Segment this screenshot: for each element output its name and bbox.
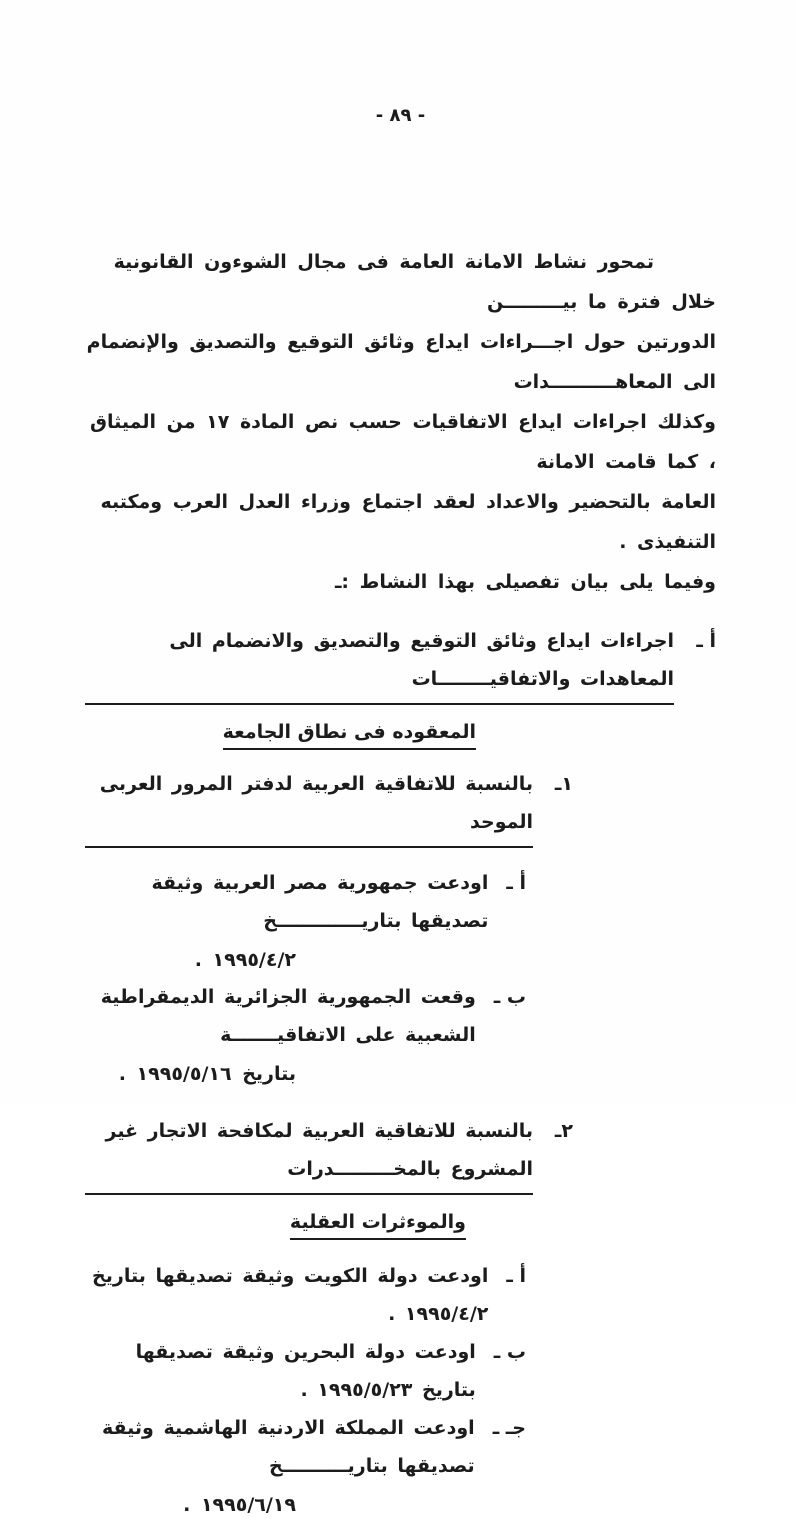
intro-line: العامة بالتحضير والاعداد لعقد اجتماع وزراء العدل العرب ومكتبه التنفيذى . bbox=[100, 491, 716, 553]
entry-text: اودعت دولة البحرين وثيقة تصديقها بتاريخ ١٩٩٥/٥/٢٣ . bbox=[135, 1341, 476, 1401]
deposit-entry bbox=[85, 1409, 526, 1523]
section-a-marker: أ ـ bbox=[696, 630, 716, 652]
section-a-title-continuation bbox=[85, 713, 476, 751]
intro-line: الدورتين حول اجـــراءات ايداع وثائق التوقيع والتصديق والإنضمام الى المعاهــــــــــدات bbox=[86, 331, 716, 393]
entry-date: ١٩٩٥/٤/٢ . bbox=[194, 949, 296, 971]
entry-date: بتاريخ ١٩٩٥/٥/١٦ . bbox=[118, 1063, 296, 1085]
entry-line bbox=[85, 1409, 526, 1485]
entry-text: اودعت جمهورية مصر العربية وثيقة تصديقها بتاريـــــــــــــخ bbox=[151, 872, 489, 932]
item-2-title: بالنسبة للاتفاقية العربية لمكافحة الاتجار غير المشروع بالمخـــــــــدرات bbox=[85, 1112, 533, 1195]
entry-marker: جـ ـ bbox=[492, 1417, 526, 1439]
entry-marker: أ ـ bbox=[506, 872, 526, 894]
intro-line: وكذلك اجراءات ايداع الاتفاقيات حسب نص المادة ١٧ من الميثاق ، كما قامت الامانة bbox=[90, 411, 716, 473]
entry-text: اودعت المملكة الاردنية الهاشمية وثيقة تصديقها بتاريــــــــــخ bbox=[101, 1417, 475, 1477]
section-a-title-continuation-text: المعقوده فى نطاق الجامعة bbox=[223, 721, 476, 750]
entry-line bbox=[85, 864, 526, 940]
intro-line: وفيما يلى بيان تفصيلى بهذا النشاط :ـ bbox=[334, 571, 716, 593]
entry-marker: ب ـ bbox=[493, 1341, 526, 1363]
section-a bbox=[85, 622, 716, 1523]
intro-line: تمحور نشاط الامانة العامة فى مجال الشوءون القانونية خلال فترة ما بيـــــــــن bbox=[113, 251, 716, 313]
entry-text: اودعت دولة الكويت وثيقة تصديقها بتاريخ ١٩٩٥/٤/٢ . bbox=[92, 1265, 489, 1325]
item-1-heading bbox=[85, 765, 573, 848]
item-2-title-continuation-text: والموءثرات العقلية bbox=[290, 1211, 466, 1240]
entry-marker: أ ـ bbox=[506, 1265, 526, 1287]
item-2-marker: ٢ـ bbox=[554, 1120, 573, 1142]
item-1-title: بالنسبة للاتفاقية العربية لدفتر المرور العربى الموحد bbox=[85, 765, 533, 848]
item-2 bbox=[85, 1112, 716, 1523]
deposit-entry bbox=[85, 1333, 526, 1409]
entry-line bbox=[85, 978, 526, 1054]
entry-line bbox=[85, 1333, 526, 1409]
deposit-entry bbox=[85, 1257, 526, 1333]
item-2-title-continuation bbox=[85, 1203, 466, 1241]
item-1-marker: ١ـ bbox=[554, 773, 573, 795]
section-a-heading bbox=[85, 622, 716, 705]
entry-line bbox=[85, 1257, 526, 1333]
page-number: - ٨٩ - bbox=[375, 105, 426, 126]
entry-text: وقعت الجمهورية الجزائرية الديمقراطية الشعبية على الاتفاقيـــــــة bbox=[100, 986, 476, 1046]
intro-paragraph bbox=[85, 242, 716, 602]
entry-date: ١٩٩٥/٦/١٩ . bbox=[183, 1494, 296, 1516]
section-a-title: اجراءات ايداع وثائق التوقيع والتصديق والانضمام الى المعاهدات والاتفاقيــــــــات bbox=[85, 622, 674, 705]
deposit-entry bbox=[85, 978, 526, 1092]
deposit-entry bbox=[85, 864, 526, 978]
item-1 bbox=[85, 765, 716, 1092]
entry-marker: ب ـ bbox=[493, 986, 526, 1008]
item-2-heading bbox=[85, 1112, 573, 1195]
